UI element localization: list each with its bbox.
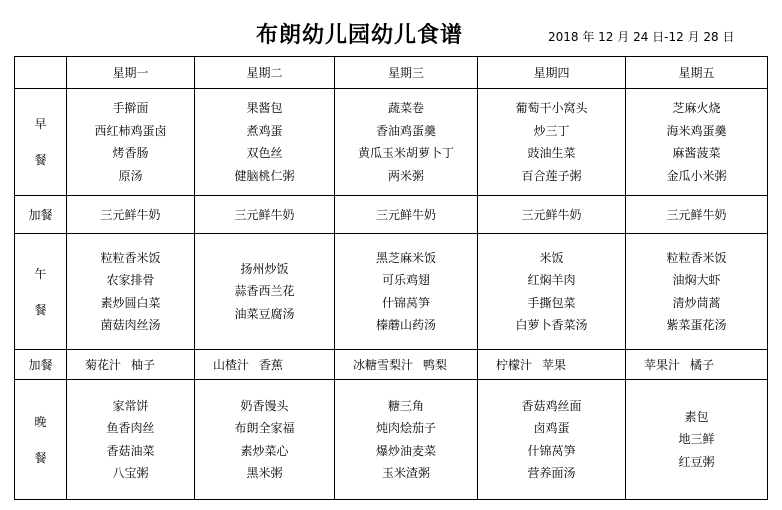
snack1-row <box>15 196 768 234</box>
menu-cell: 山楂汁 香蕉 <box>195 350 335 380</box>
menu-cell: 菊花汁 柚子 <box>67 350 195 380</box>
menu-cell: 家常饼 鱼香肉丝 香菇油菜 八宝粥 <box>67 380 195 500</box>
menu-cell: 扬州炒饭 蒜香西兰花 油菜豆腐汤 <box>195 234 335 350</box>
snack2-row <box>15 350 768 380</box>
date-range: 2018 年 12 月 24 日-12 月 28 日 <box>548 30 735 44</box>
corner-cell <box>15 57 67 89</box>
meal-label-snack: 加餐 <box>15 350 67 380</box>
menu-cell: 柠檬汁 苹果 <box>478 350 626 380</box>
menu-cell: 三元鲜牛奶 <box>67 196 195 234</box>
lunch-row <box>15 234 768 350</box>
menu-cell: 香菇鸡丝面 卤鸡蛋 什锦莴笋 营养面汤 <box>478 380 626 500</box>
menu-cell: 素包 地三鲜 红豆粥 <box>626 380 768 500</box>
breakfast-row <box>15 89 768 196</box>
meal-label-dinner: 晚 餐 <box>15 380 67 500</box>
meal-label-breakfast: 早 餐 <box>15 89 67 196</box>
meal-label-lunch: 午 餐 <box>15 234 67 350</box>
day-header: 星期二 <box>195 57 335 89</box>
day-header: 星期三 <box>335 57 478 89</box>
menu-cell: 粒粒香米饭 油焖大虾 清炒茼蒿 紫菜蛋花汤 <box>626 234 768 350</box>
menu-cell: 米饭 红焖羊肉 手撕包菜 白萝卜香菜汤 <box>478 234 626 350</box>
header-row <box>15 57 768 89</box>
meal-label-snack: 加餐 <box>15 196 67 234</box>
menu-cell: 三元鲜牛奶 <box>626 196 768 234</box>
menu-cell: 手擀面 西红柿鸡蛋卤 烤香肠 原汤 <box>67 89 195 196</box>
menu-cell: 三元鲜牛奶 <box>478 196 626 234</box>
menu-table <box>14 56 768 500</box>
day-header: 星期四 <box>478 57 626 89</box>
page-title: 布朗幼儿园幼儿食谱 <box>256 23 464 48</box>
menu-cell: 蔬菜卷 香油鸡蛋羹 黄瓜玉米胡萝卜丁 两米粥 <box>335 89 478 196</box>
menu-cell: 糖三角 炖肉烩茄子 爆炒油麦菜 玉米渣粥 <box>335 380 478 500</box>
menu-cell: 苹果汁 橘子 <box>626 350 768 380</box>
menu-cell: 三元鲜牛奶 <box>195 196 335 234</box>
menu-cell: 粒粒香米饭 农家排骨 素炒圆白菜 菌菇肉丝汤 <box>67 234 195 350</box>
menu-cell: 芝麻火烧 海米鸡蛋羹 麻酱菠菜 金瓜小米粥 <box>626 89 768 196</box>
menu-cell: 葡萄干小窝头 炒三丁 豉油生菜 百合莲子粥 <box>478 89 626 196</box>
day-header: 星期一 <box>67 57 195 89</box>
day-header: 星期五 <box>626 57 768 89</box>
dinner-row <box>15 380 768 500</box>
menu-cell: 黑芝麻米饭 可乐鸡翅 什锦莴笋 榛蘑山药汤 <box>335 234 478 350</box>
menu-cell: 奶香馒头 布朗全家福 素炒菜心 黑米粥 <box>195 380 335 500</box>
menu-cell: 果酱包 煮鸡蛋 双色丝 健脑桃仁粥 <box>195 89 335 196</box>
menu-cell: 三元鲜牛奶 <box>335 196 478 234</box>
menu-cell: 冰糖雪梨汁 鸭梨 <box>335 350 478 380</box>
